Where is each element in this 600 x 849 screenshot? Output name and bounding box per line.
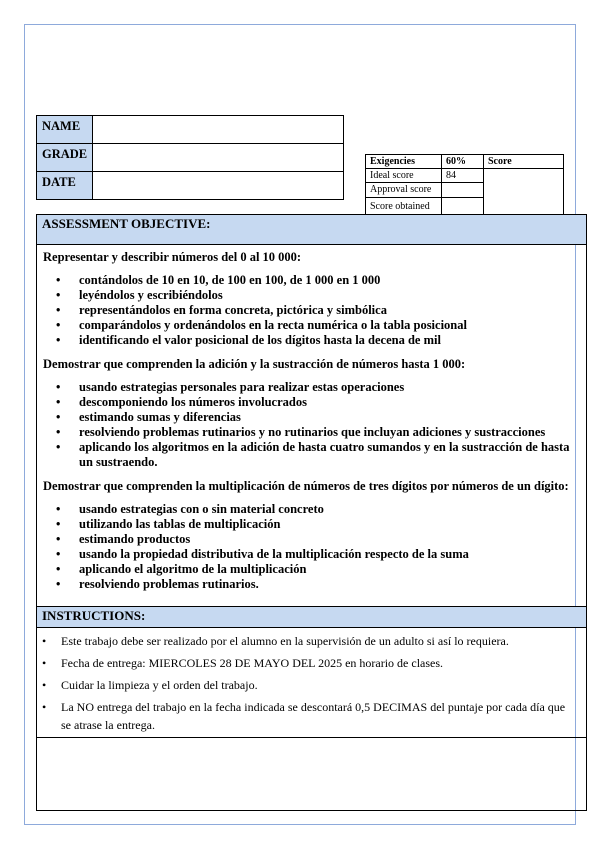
list-item-text: usando estrategias con o sin material concreto	[79, 502, 324, 516]
list-item	[37, 632, 586, 650]
bullet-icon: •	[56, 273, 61, 287]
list-item	[43, 532, 578, 547]
list-item-text: Cuidar la limpieza y el orden del trabajo.	[61, 678, 258, 692]
list-item	[43, 380, 578, 395]
list-item-text: resolviendo problemas rutinarios.	[79, 577, 259, 591]
header-percent: 60%	[442, 155, 484, 169]
list-item-text: identificando el valor posicional de los dígitos hasta la decena de mil	[79, 333, 441, 347]
list-item-text: aplicando el algoritmo de la multiplicación	[79, 562, 307, 576]
list-item-text: Este trabajo debe ser realizado por el alumno en la supervisión de un adulto si así lo requiera.	[61, 634, 509, 648]
objective-title: ASSESSMENT OBJECTIVE:	[37, 215, 586, 245]
list-item	[43, 395, 578, 410]
list-item	[43, 547, 578, 562]
list-item	[43, 502, 578, 517]
bullet-icon: •	[56, 303, 61, 317]
bullet-icon: •	[56, 547, 61, 561]
bullet-icon: •	[56, 532, 61, 546]
bullet-icon: •	[42, 678, 47, 692]
score-table	[365, 154, 564, 218]
list-item-text: contándolos de 10 en 10, de 100 en 100, de 1 000 en 1 000	[79, 273, 381, 287]
bullet-icon: •	[56, 395, 61, 409]
list-item-text: Fecha de entrega: MIERCOLES 28 DE MAYO DEL 2025 en horario de clases.	[61, 656, 444, 670]
name-row	[37, 116, 344, 144]
ideal-score-value: 84	[442, 169, 484, 183]
bullet-icon: •	[56, 425, 61, 439]
list-item	[43, 318, 578, 333]
section-heading: Demostrar que comprenden la adición y la sustracción de números hasta 1 000:	[43, 357, 466, 371]
objective-content	[43, 246, 578, 606]
grade-label: GRADE	[37, 144, 93, 172]
list-item-text: resolviendo problemas rutinarios y no rutinarios que incluyan adiciones y sustracciones	[79, 425, 546, 439]
objective-list	[43, 380, 578, 470]
bullet-icon: •	[56, 577, 61, 591]
list-item	[43, 517, 578, 532]
bullet-icon: •	[56, 502, 61, 516]
list-item	[43, 288, 578, 303]
section-heading: Representar y describir números del 0 al 10 000:	[43, 250, 302, 264]
list-item	[43, 333, 578, 348]
list-item	[43, 410, 578, 425]
bullet-icon: •	[42, 656, 47, 670]
list-item	[37, 698, 586, 734]
date-field[interactable]	[93, 172, 344, 200]
list-item-text: La NO entrega del trabajo en la fecha indicada se descontará 0,5 DECIMAS del puntaje por cada día que se atrase la entrega.	[61, 700, 566, 732]
list-item-text: leyéndolos y escribiéndolos	[79, 288, 223, 302]
instructions-title: INSTRUCTIONS:	[37, 606, 586, 628]
list-item-text: estimando sumas y diferencias	[79, 410, 241, 424]
bullet-icon: •	[42, 700, 47, 714]
bullet-icon: •	[42, 634, 47, 648]
header-score: Score	[484, 155, 564, 169]
list-item-text: utilizando las tablas de multiplicación	[79, 517, 281, 531]
objective-list	[43, 273, 578, 348]
bullet-icon: •	[56, 440, 61, 454]
list-item	[43, 425, 578, 440]
list-item-text: usando estrategias personales para realizar estas operaciones	[79, 380, 405, 394]
score-header-row	[366, 155, 564, 169]
name-field[interactable]	[93, 116, 344, 144]
list-item	[43, 562, 578, 577]
student-info-table	[36, 115, 344, 200]
list-item	[43, 440, 578, 470]
bullet-icon: •	[56, 517, 61, 531]
grade-row	[37, 144, 344, 172]
header-exigencies: Exigencies	[366, 155, 442, 169]
bullet-icon: •	[56, 562, 61, 576]
list-item-text: comparándolos y ordenándolos en la recta numérica o la tabla posicional	[79, 318, 467, 332]
bullet-icon: •	[56, 288, 61, 302]
list-item-text: representándolos en forma concreta, pictórica y simbólica	[79, 303, 387, 317]
list-item	[37, 654, 586, 672]
list-item	[43, 303, 578, 318]
instructions-list	[37, 632, 586, 734]
name-label: NAME	[37, 116, 93, 144]
instructions-content	[37, 628, 586, 738]
list-item	[37, 676, 586, 694]
approval-score-value	[442, 183, 484, 198]
grade-field[interactable]	[93, 144, 344, 172]
list-item	[43, 577, 578, 592]
score-cell[interactable]	[484, 169, 564, 218]
bullet-icon: •	[56, 318, 61, 332]
date-label: DATE	[37, 172, 93, 200]
approval-score-label: Approval score	[366, 183, 442, 198]
section-heading: Demostrar que comprenden la multiplicación de números de tres dígitos por números de un dígito:	[43, 479, 569, 493]
score-row	[366, 169, 564, 183]
list-item	[43, 273, 578, 288]
list-item-text: descomponiendo los números involucrados	[79, 395, 307, 409]
list-item-text: usando la propiedad distributiva de la multiplicación respecto de la suma	[79, 547, 469, 561]
list-item-text: aplicando los algoritmos en la adición de hasta cuatro sumandos y en la sustracción de hasta un sustraendo.	[79, 440, 570, 469]
objective-list	[43, 502, 578, 592]
list-item-text: estimando productos	[79, 532, 191, 546]
assessment-box	[36, 214, 587, 811]
score-obtained-label: Score obtained	[366, 198, 442, 218]
date-row	[37, 172, 344, 200]
bullet-icon: •	[56, 410, 61, 424]
bullet-icon: •	[56, 380, 61, 394]
bullet-icon: •	[56, 333, 61, 347]
ideal-score-label: Ideal score	[366, 169, 442, 183]
